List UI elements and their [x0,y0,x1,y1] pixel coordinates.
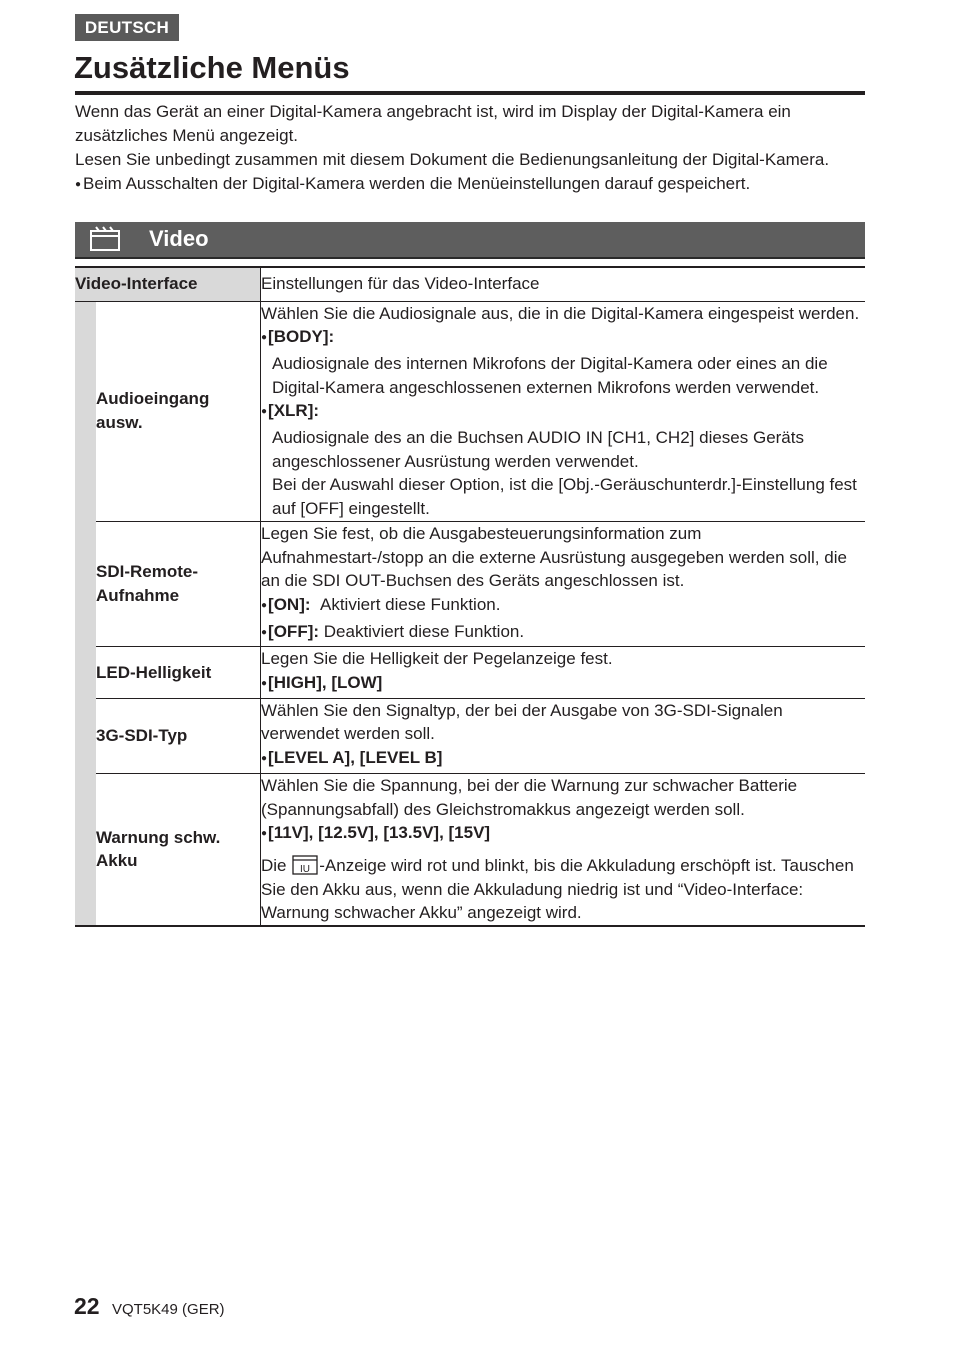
table-row [75,773,865,926]
page-number: 22 [74,1293,100,1319]
option-xlr-note: Bei der Auswahl dieser Option, ist die [Obj.-Geräuschunterdr.]-Einstellung fest auf [OFF] eingestellt. [272,475,857,519]
table-header-row [75,267,865,301]
setting-intro: Wählen Sie den Signaltyp, der bei der Ausgabe von 3G-SDI-Signalen verwendet werden soll. [261,700,783,744]
option-off-text: Deaktiviert diese Funktion. [323,621,525,641]
setting-intro: Legen Sie fest, ob die Ausgabesteuerungsinformation zum Aufnahmestart-/stopp an die externe Ausrüstung ausgegeben werden soll, die an die SDI OUT-Buchsen des Geräts angeschlossen ist. [261,523,847,591]
table-row [75,521,865,647]
setting-desc-3g-sdi-type [261,698,866,773]
battery-note-text: -Anzeige wird rot und blinkt, bis die Akkuladung erschöpft ist. Tauschen Sie den Akku aus, wenn die Akkuladung niedrig ist und “Video-Interface: Warnung schwacher Akku” angezeigt wird. [261,855,854,923]
intro-paragraph-2: Lesen Sie unbedingt zusammen mit diesem Dokument die Bedienungsanleitung der Digital-Kamera. [75,150,830,169]
submenu-stripe [75,301,96,926]
option-xlr-text: Audiosignale des an die Buchsen AUDIO IN [CH1, CH2] dieses Geräts angeschlossener Ausrüstung werden verwendet. [272,428,804,471]
menu-description: Einstellungen für das Video-Interface [261,267,866,301]
setting-desc-low-battery [261,773,866,926]
setting-intro: Legen Sie die Helligkeit der Pegelanzeige fest. [261,649,613,669]
table-row [75,301,865,521]
setting-label-sdi-remote: SDI-Remote-Aufnahme [96,521,261,647]
battery-note-prefix: Die [261,855,287,875]
intro-note: ● Beim Ausschalten der Digital-Kamera werden die Menüeinstellungen darauf gespeichert. [75,172,865,199]
setting-options: ● [LEVEL A], [LEVEL B] [261,746,865,773]
option-body: ● [BODY]: [261,325,865,352]
setting-options: ● [11V], [12.5V], [13.5V], [15V] [261,821,865,848]
page-title: Zusätzliche Menüs [74,50,350,85]
setting-desc-sdi-remote [261,521,866,647]
low-battery-icon-text: IU [300,863,311,875]
menu-name: Video-Interface [75,267,261,301]
option-body-text: Audiosignale des internen Mikrofons der Digital-Kamera oder eines an die Digital-Kamera angeschlossenen externen Mikrofons werden verwendet. [272,353,828,397]
battery-note [261,854,865,925]
setting-desc-audio-input [261,301,866,521]
setting-label-audio-input: Audioeingang ausw. [96,301,261,521]
option-off [261,620,865,647]
setting-label-3g-sdi-type: 3G-SDI-Typ [96,698,261,773]
setting-label-low-battery: Warnung schw. Akku [96,827,221,871]
setting-label-led-brightness: LED-Helligkeit [96,647,261,698]
option-on-text: Aktiviert diese Funktion. [319,594,501,614]
setting-options: ● [HIGH], [LOW] [261,671,865,698]
intro-paragraph-1: Wenn das Gerät an einer Digital-Kamera angebracht ist, wird im Display der Digital-Kamera ein zusätzliches Menü angezeigt. [75,102,791,145]
section-title: Video [149,226,209,251]
setting-intro: Wählen Sie die Audiosignale aus, die in die Digital-Kamera eingespeist werden. [261,303,860,323]
table-row [75,647,865,698]
intro-text [75,100,865,199]
option-xlr: ● [XLR]: [261,399,865,426]
setting-desc-led-brightness [261,647,866,698]
video-icon [88,225,122,253]
table-row [75,698,865,773]
menu-table [75,266,865,927]
option-off-label: ● [OFF]: [261,622,319,641]
option-on [261,593,865,620]
section-header-video [75,222,865,259]
low-battery-warning-icon [292,854,318,876]
language-badge: DEUTSCH [75,14,179,41]
setting-intro: Wählen Sie die Spannung, bei der die Warnung zur schwacher Batterie (Spannungsabfall) des Gleichstromakkus angezeigt werden soll. [261,775,798,819]
option-on-label: ● [ON]: [261,595,311,614]
document-code: VQT5K49 (GER) [112,1301,225,1318]
title-rule [75,91,865,95]
